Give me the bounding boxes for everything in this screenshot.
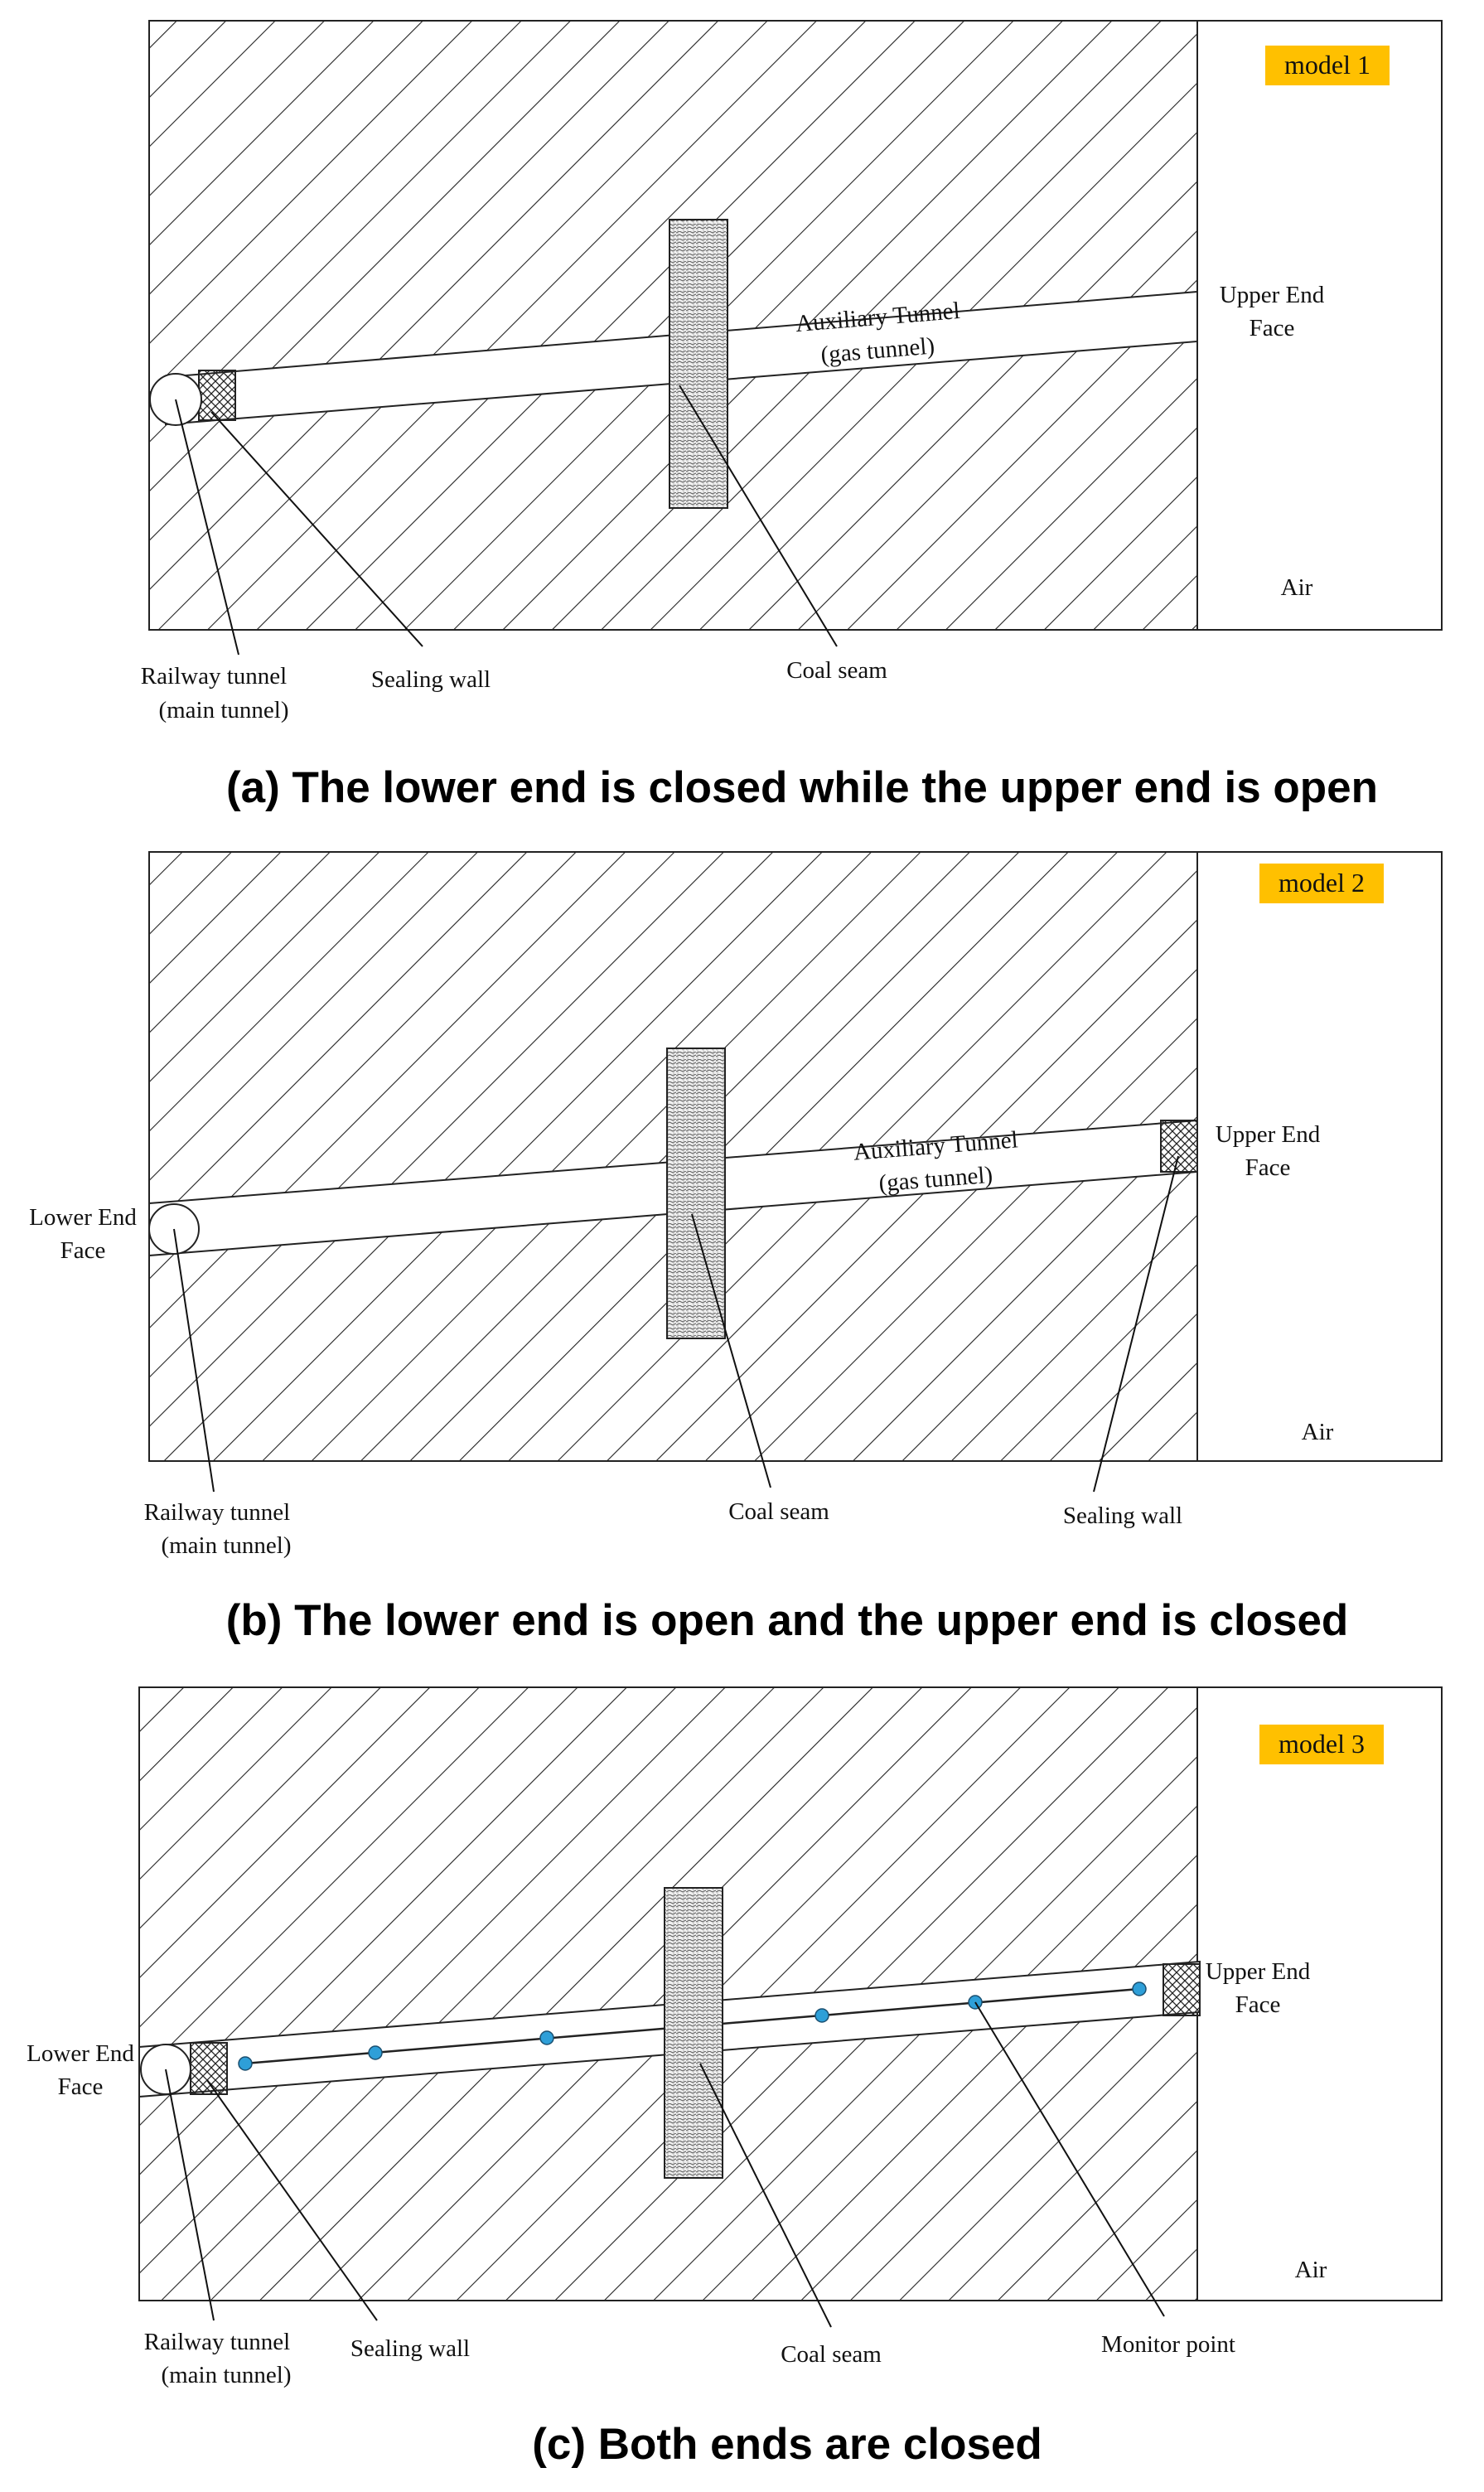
sealing-label: Sealing wall xyxy=(370,666,491,693)
sealing-wall xyxy=(199,370,235,420)
tunnel-sublabel: (gas tunnel) xyxy=(819,332,936,369)
model-label: model 2 xyxy=(1279,868,1365,898)
sealing-wall-right xyxy=(1163,1964,1200,2015)
sealing-label: Sealing wall xyxy=(350,2335,471,2362)
lower-face-label: Lower End xyxy=(29,1204,137,1231)
coal-seam xyxy=(665,1888,723,2178)
tunnel-sublabel: (gas tunnel) xyxy=(877,1161,994,1198)
model-label: model 3 xyxy=(1279,1729,1365,1759)
upper-face-label-2: Face xyxy=(1245,1154,1291,1181)
upper-face-label: Upper End xyxy=(1215,1121,1321,1148)
coal-label: Coal seam xyxy=(728,1498,829,1525)
monitor-point xyxy=(239,2057,252,2070)
monitor-point xyxy=(540,2031,553,2044)
monitor-point xyxy=(815,2009,829,2022)
air-label: Air xyxy=(1301,1419,1334,1445)
railway-label: Railway tunnel xyxy=(143,2329,291,2355)
lower-face-label: Lower End xyxy=(27,2040,134,2067)
railway-label: Railway tunnel xyxy=(140,663,288,690)
upper-face-label-2: Face xyxy=(1249,315,1295,341)
railway-sublabel: (main tunnel) xyxy=(158,697,289,723)
upper-face-label: Upper End xyxy=(1205,1958,1311,1985)
caption-c: (c) Both ends are closed xyxy=(532,2420,1042,2469)
caption-b: (b) The lower end is open and the upper end is closed xyxy=(225,1596,1349,1645)
air-region xyxy=(1197,852,1442,1461)
railway-sublabel: (main tunnel) xyxy=(161,1532,292,1559)
panel-c xyxy=(27,1687,1442,2469)
panel-a xyxy=(141,21,1442,812)
coal-seam xyxy=(669,220,727,508)
tunnel-label: Auxiliary Tunnel xyxy=(852,1126,1019,1166)
monitor-label: Monitor point xyxy=(1101,2331,1235,2358)
panel-b xyxy=(29,852,1442,1645)
model-label: model 1 xyxy=(1284,50,1370,80)
railway-label: Railway tunnel xyxy=(143,1499,291,1526)
upper-face-label: Upper End xyxy=(1219,282,1325,308)
air-label: Air xyxy=(1280,574,1313,601)
sealing-label: Sealing wall xyxy=(1062,1502,1183,1529)
coal-seam xyxy=(667,1048,725,1338)
caption-a: (a) The lower end is closed while the upper end is open xyxy=(225,763,1379,812)
upper-face-label-2: Face xyxy=(1235,1991,1281,2018)
coal-label: Coal seam xyxy=(781,2341,882,2368)
air-region xyxy=(1197,21,1442,630)
coal-label: Coal seam xyxy=(786,657,887,684)
air-label: Air xyxy=(1294,2257,1327,2283)
lower-face-label-2: Face xyxy=(57,2073,104,2100)
air-region xyxy=(1197,1687,1442,2301)
railway-sublabel: (main tunnel) xyxy=(161,2362,292,2388)
lower-face-label-2: Face xyxy=(60,1237,106,1264)
monitor-point xyxy=(1133,1982,1146,1996)
sealing-wall xyxy=(1161,1120,1197,1172)
monitor-point xyxy=(369,2046,382,2059)
tunnel-label: Auxiliary Tunnel xyxy=(794,297,961,338)
sealing-wall-left xyxy=(191,2043,227,2094)
